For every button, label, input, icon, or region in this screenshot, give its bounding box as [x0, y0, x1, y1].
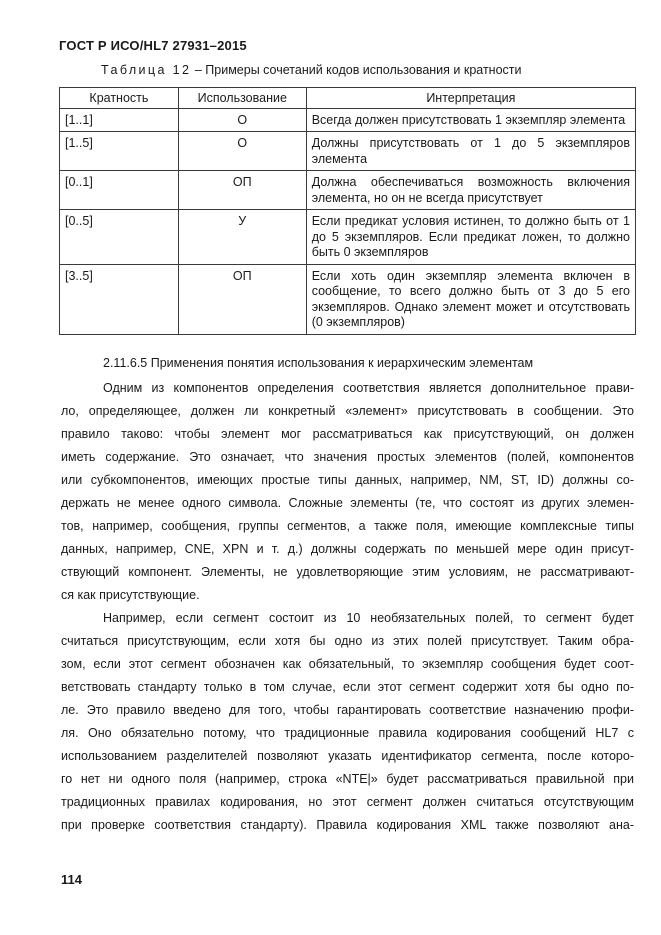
table-row	[60, 171, 636, 210]
cell-multiplicity: [3..5]	[60, 264, 179, 334]
table-caption	[101, 63, 522, 77]
paragraph-line: при проверке соответствия стандарту). Правила кодирования XML также позволяют ана-	[61, 818, 634, 832]
paragraph-line: правило таково: чтобы элемент мог рассматриваться как присутствующий, он должен	[61, 427, 634, 441]
cell-usage: О	[178, 108, 306, 132]
cell-multiplicity: [0..5]	[60, 210, 179, 265]
cell-multiplicity: [1..5]	[60, 132, 179, 171]
paragraph-line: ля. Оно обязательно потому, что традиционные правила кодирования сообщений HL7 с	[61, 726, 634, 740]
header-multiplicity: Кратность	[60, 88, 179, 109]
paragraph-line: или субкомпонентов, имеющих простые типы данных, например, NM, ST, ID) должны со-	[61, 473, 634, 487]
paragraph-line: ствующий компонент. Элементы, не удовлетворяющие этим условиям, не рассматривают-	[61, 565, 634, 579]
paragraph-line: традиционных правилах кодирования, но этот сегмент должен считаться отсутствующим	[61, 795, 634, 809]
table-header-row	[60, 88, 636, 109]
paragraph-line: держать не менее одного символа. Сложные элементы (те, что состоят из других элемен-	[61, 496, 634, 510]
paragraph-line: считаться присутствующим, если хотя бы одно из этих полей присутствует. Таким обра-	[61, 634, 634, 648]
paragraph-line: использованием разделителей позволяют указать идентификатор сегмента, после которо-	[61, 749, 634, 763]
paragraph-line: тов, например, сообщения, группы сегментов, а также поля, имеющие комплексные типы	[61, 519, 634, 533]
table-row	[60, 210, 636, 265]
paragraph-line: зом, если этот сегмент обозначен как обязательный, то экземпляр сообщения будет соот-	[61, 657, 634, 671]
table-row	[60, 264, 636, 334]
header-usage: Использование	[178, 88, 306, 109]
paragraph-line: Одним из компонентов определения соответствия является дополнительное прави-	[103, 381, 634, 395]
paragraph-line: иметь содержание. Это означает, что значения простых элементов (полей, компонентов	[61, 450, 634, 464]
paragraph-line: го нет ни одного поля (например, строка «NTE|» будет рассматриваться правильной при	[61, 772, 634, 786]
multiplicity-usage-table	[59, 87, 636, 335]
cell-usage: О	[178, 132, 306, 171]
cell-interpretation: Всегда должен присутствовать 1 экземпляр элемента	[306, 108, 635, 132]
paragraph-line: данных, например, CNE, XPN и т. д.) должны содержать по меньшей мере один присут-	[61, 542, 634, 556]
paragraph-line: ле. Это правило введено для того, чтобы гарантировать соответствие назначению профи-	[61, 703, 634, 717]
table-caption-label: Таблица 12	[101, 63, 192, 77]
table-caption-text: – Примеры сочетаний кодов использования и кратности	[191, 63, 522, 77]
cell-interpretation: Должны присутствовать от 1 до 5 экземпляров элемента	[306, 132, 635, 171]
cell-usage: ОП	[178, 171, 306, 210]
header-interpretation: Интерпретация	[306, 88, 635, 109]
document-header: ГОСТ Р ИСО/HL7 27931–2015	[59, 38, 247, 53]
cell-interpretation: Если хоть один экземпляр элемента включен в сообщение, то всего должно быть от 3 до 5 его экземпляров. Однако элемент может и отсутствовать (0 экземпляров)	[306, 264, 635, 334]
table-row	[60, 108, 636, 132]
section-heading: 2.11.6.5 Применения понятия использования к иерархическим элементам	[103, 356, 534, 370]
paragraph-line: ся как присутствующие.	[61, 588, 200, 602]
cell-usage: ОП	[178, 264, 306, 334]
cell-multiplicity: [0..1]	[60, 171, 179, 210]
paragraph-line: Например, если сегмент состоит из 10 необязательных полей, то сегмент будет	[103, 611, 634, 625]
cell-multiplicity: [1..1]	[60, 108, 179, 132]
cell-usage: У	[178, 210, 306, 265]
cell-interpretation: Если предикат условия истинен, то должно быть от 1 до 5 экземпляров. Если предикат ложен, то должно быть 0 экземпляров	[306, 210, 635, 265]
table-row	[60, 132, 636, 171]
paragraph-line: ло, определяющее, должен ли конкретный «элемент» присутствовать в сообщении. Это	[61, 404, 634, 418]
page-number: 114	[61, 872, 82, 887]
paragraph-line: ветствовать стандарту только в том случае, если этот сегмент содержит хотя бы одно по-	[61, 680, 634, 694]
cell-interpretation: Должна обеспечиваться возможность включения элемента, но он не всегда присутствует	[306, 171, 635, 210]
